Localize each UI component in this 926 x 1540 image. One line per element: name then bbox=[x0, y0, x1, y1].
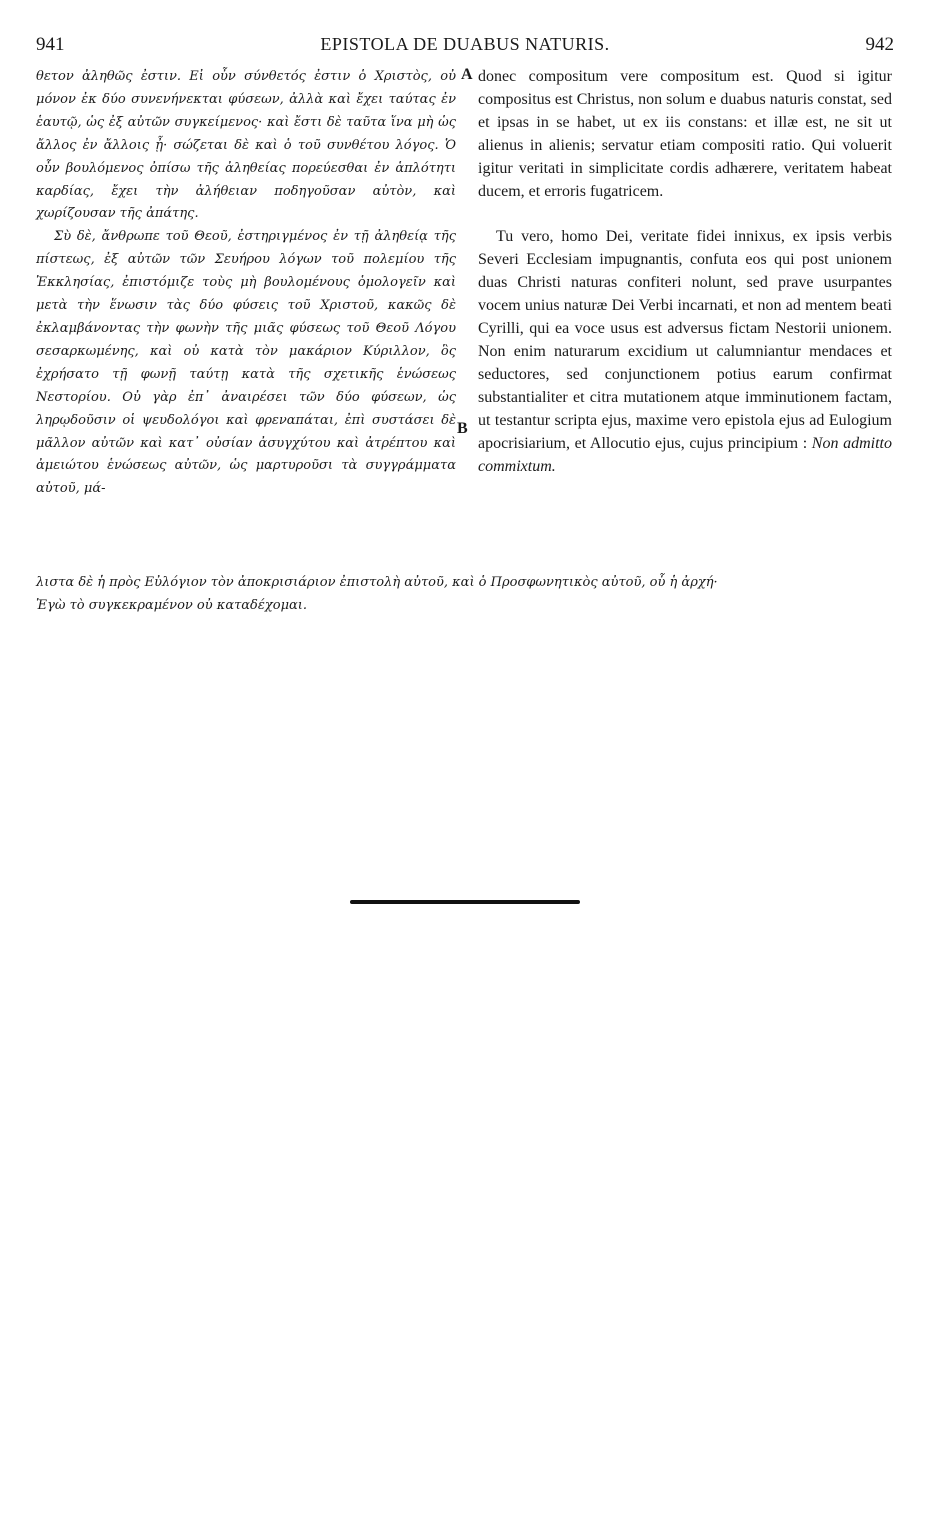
page-number-left: 941 bbox=[36, 34, 65, 55]
running-title: EPISTOLA DE DUABUS NATURIS. bbox=[320, 34, 610, 54]
page-header bbox=[36, 34, 894, 60]
end-rule bbox=[350, 900, 580, 904]
page-number-right: 942 bbox=[865, 34, 894, 55]
latin-paragraph-2 bbox=[478, 226, 892, 478]
latin-quote: Non admitto commixtum. bbox=[478, 434, 893, 475]
latin-paragraph-1: donec compositum vere compositum est. Quod si igitur compositus est Christus, non solum e duabus naturis constat, sed et ipsas in se habet, ut ex iis constans: et illæ est, ne sit ut alienus in alienis; servatur etiam compositi ratio. Qui voluerit igitur veritati in simplicitate cordis adhærere, veritatem habeat ducem, et erroris fugatricem. bbox=[478, 68, 892, 200]
greek-paragraph-2: Σὺ δὲ, ἄνθρωπε τοῦ Θεοῦ, ἐστηριγμένος ἐν τῇ ἀληθείᾳ τῆς πίστεως, ἐξ αὐτῶν τῶν Σευήρου λόγων τοῦ πολεμίου τῆς Ἐκκλησίας, ἐπιστόμιζε τοὺς μὴ βουλομένους ὁμολογεῖν καὶ μετὰ τὴν ἕνωσιν τὰς δύο φύσεις τοῦ Χριστοῦ, κακῶς δὲ ἐκλαμβάνοντας τὴν φωνὴν τῆς μιᾶς φύσεως τοῦ Θεοῦ Λόγου σεσαρκωμένης, καὶ οὐ κατὰ τὸν μακάριον Κύριλλον, ὃς ἐχρήσατο τῇ φωνῇ ταύτῃ κατὰ τῆς σχετικῆς ἑνώσεως Νεστορίου. Οὐ γὰρ ἐπ᾽ ἀναιρέσει τῶν δύο φύσεων, ὡς ληρῳδοῦσιν οἱ ψευδολόγοι καὶ φρεναπάται, ἐπὶ συστάσει δὲ μᾶλλον αὐτῶν καὶ κατ᾽ οὐσίαν ἀσυγχύτου καὶ ἀτρέπτου καὶ ἀμειώτου ἑνώσεως αὐτῶν, ὡς μαρτυροῦσι τὰ συγγράμματα αὐτοῦ, μά- bbox=[36, 229, 456, 497]
greek-column bbox=[36, 66, 456, 501]
greek-full-width-line: λιστα δὲ ἡ πρὸς Εὐλόγιον τὸν ἀποκρισιάριον ἐπιστολὴ αὐτοῦ, καὶ ὁ Προσφωνητικὸς αὐτοῦ, οὗ ἡ ἀρχή· bbox=[36, 575, 718, 590]
greek-quote: Ἐγὼ τὸ συγκεκραμένον οὐ καταδέχομαι. bbox=[36, 598, 308, 613]
greek-paragraph-1: θετον ἀληθῶς ἐστιν. Εἰ οὖν σύνθετός ἐστιν ὁ Χριστὸς, οὐ μόνον ἐκ δύο συνενήνεκται φύσεων, ἀλλὰ καὶ ἔχει ταύτας ἐν ἑαυτῷ, ὡς ἐξ αὐτῶν συγκείμενος· καὶ ἔστι δὲ ταῦτα ἵνα μὴ ὡς ἄλλος ἐν ἄλλοις ᾖ· σώζεται δὲ καὶ ὁ τοῦ συνθέτου λόγος. Ὁ οὖν βουλόμενος ὀπίσω τῆς ἀληθείας πορεύεσθαι ἐν ἁπλότητι καρδίας, ἔχει τὴν ἀλήθειαν ποδηγοῦσαν αὐτὸν, καὶ χωρίζουσαν τῆς ἀπάτης. bbox=[36, 69, 456, 222]
latin-column bbox=[478, 66, 892, 478]
section-marker-b: B bbox=[457, 420, 468, 437]
latin-paragraph-2-text: Tu vero, homo Dei, veritate fidei innixus, ex ipsis verbis Severi Ecclesiam impugnantis, confuta eos qui post unionem duas Christi naturas confiteri nolunt, sed prave usurpantes vocem unius naturæ Dei Verbi incarnati, et non ad mentem beati Cyrilli, qui ea voce usus est adversus fictam Nestorii unionem. Non enim naturarum excidium ut calumniantur mendaces et seductores, sed conjunctionem potius earum confirmat substantialiter et citra mutationem atque imminutionem factam, ut testantur scripta ejus, maxime vero epistola ejus ad Eulogium apocrisiarium, et Allocutio ejus, cujus principium : bbox=[478, 228, 892, 452]
section-marker-a: A bbox=[461, 66, 473, 83]
